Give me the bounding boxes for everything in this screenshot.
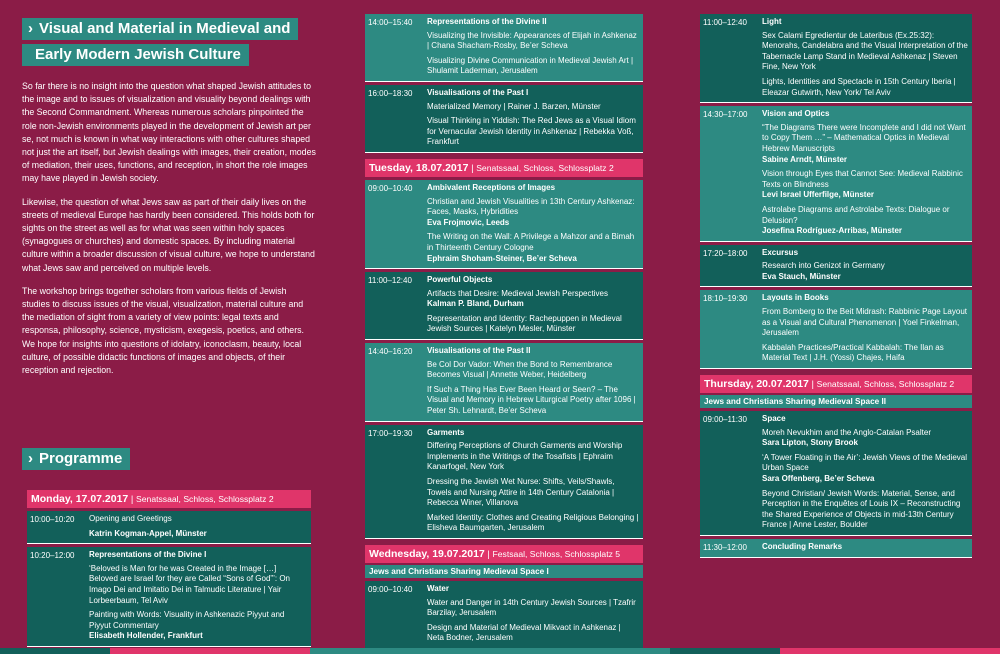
session: 16:00–18:30 Visualisations of the Past I Materialized Memory | Rainer J. Barzen, Münster Visual Thinking in Yiddish: The Red Jews as a Visual Idiom for Vernacular Jewish Identity in Ashkenaz | Rebekka Voß, Frankfurt <box>365 85 643 153</box>
session: 10:20–12:00 Representations of the Divine I ‘Beloved is Man for he was Created in the Image […] Beloved are Israel for they are Called “Sons of God”’: On Imago Dei and Imitatio Dei in Talmudic Literature | Yair Lorbeerbaum, Tel Aviv Painting with Words: Visuality in Ashkenazic Piyyut and Piyyut Commentary Elisabeth Hollender, Frankfurt <box>27 547 311 647</box>
session: 14:30–17:00 Vision and Optics “The Diagrams There were Incomplete and I did not Want to Copy Them …” – Mathematical Optics in Medieval Hebrew Manuscripts Sabine Arndt, Münster Vision through Eyes that Cannot See: Medieval Rabbinic Texts on Blindness Levi Israel Ufferfilge, Münster Astrolabe Diagrams and Astrolabe Texts: Dialogue or Delusion? Josefina Rodríguez-Arribas, Münster <box>700 106 972 242</box>
intro-paragraph: Likewise, the question of what Jews saw as part of their daily lives on the streets of medieval Europe has hardly been considered. This holds both for sights on the street as well as for what was seen within holy spaces (synagogues or churches) and domestic spaces. By including material culture within a broader discussion of visual culture, we hope to understand what Jews saw and perceived on multiple levels. <box>22 196 315 273</box>
session: 11:30–12:00 Concluding Remarks <box>700 539 972 558</box>
day-header-tuesday: Tuesday, 18.07.2017 | Senatssaal, Schloss, Schlossplatz 2 <box>365 159 643 177</box>
intro-paragraph: So far there is no insight into the question what shaped Jewish attitudes to the image and to issues of visualization and visuality beyond dealings with the Second Commandment. Whereas numerous scholars pinpointed the role non-Jewish environments played in the development of Jewish art per se, not much is known in what way interactions with other cultures shaped not just the art itself, but Jewish dealings with images, their creation, modes of mediation, their uses, functions, and reception, in short the role images may have played in Jewish society. <box>22 81 316 184</box>
session: 17:00–19:30 Garments Differing Perceptions of Church Garments and Worship Implements in the Writings of the Tosafists | Ephraim Kanarfogel, New York Dressing the Jewish Wet Nurse: Shifts, Veils/Shawls, Towels and Nursing Attire in 14th Century Catalonia | Rebecca Winer, Villanova Marked Identity: Clothes and Creating Religious Belonging | Elisheva Baumgarten, Jerusalem <box>365 425 643 539</box>
session: 09:00–10:40 Ambivalent Receptions of Images Christian and Jewish Visualities in 13th Century Ashkenaz: Faces, Masks, Hybridities Eva Frojmovic, Leeds The Writing on the Wall: A Privilege a Mahzor and a Bimah in Thirteenth Century Cologne Ephraim Shoham-Steiner, Be’er Scheva <box>365 180 643 269</box>
session: 09:00–10:40 Water Water and Danger in 14th Century Jewish Sources | Tzafrir Barzilay, Jerusalem Design and Material of Medieval Mikvaot in Ashkenaz | Neta Bodner, Jerusalem <box>365 581 643 649</box>
programme-column-3 <box>700 14 972 558</box>
session: 09:00–11:30 Space Moreh Nevukhim and the Anglo-Catalan Psalter Sara Lipton, Stony Brook ‘A Tower Floating in the Air’: Jewish Views of the Medieval Urban Space Sara Offenberg, Be’er Scheva Beyond Christian/ Jewish Words: Material, Sense, and Perception in the Enquêtes of Louis IX – Reconstructing the Shared Experience of Objects in mid-13th Century France | Anne Lester, Boulder <box>700 411 972 536</box>
title-line-1: › Visual and Material in Medieval and <box>22 18 298 40</box>
intro-column <box>22 0 316 641</box>
session: 10:00–10:20 Opening and Greetings Katrin Kogman-Appel, Münster <box>27 511 311 544</box>
title-line-2: Early Modern Jewish Culture <box>22 44 249 66</box>
session: 11:00–12:40 Light Sex Calami Egredientur de Lateribus (Ex.25:32): Menorahs, Candelabra and the Visual Interpretation of the Tabernacle Lamp Stand in Medieval Ashkenaz | Steven Fine, New York Lights, Identities and Spectacle in 15th Century Iberia | Eleazar Gutwirth, New York/ Tel Aviv <box>700 14 972 103</box>
session: 11:00–12:40 Powerful Objects Artifacts that Desire: Medieval Jewish Perspectives Kalman P. Bland, Durham Representation and Identity: Rachepuppen in Medieval Jewish Sources | Katelyn Mesler, Münster <box>365 272 643 340</box>
day-header-monday: Monday, 17.07.2017 | Senatssaal, Schloss, Schlossplatz 2 <box>27 490 311 508</box>
chevron-right-icon: › <box>28 20 33 37</box>
session: 18:10–19:30 Layouts in Books From Bomberg to the Beit Midrash: Rabbinic Page Layout as a Visual and Cultural Phenomenon | Yoel Finkelman, Jerusalem Kabbalah Practices/Practical Kabbalah: The Ilan as Material Text | J.H. (Yossi) Chajes, Haifa <box>700 290 972 369</box>
session: 14:00–15:40 Representations of the Divine II Visualizing the Invisible: Appearances of Elijah in Ashkenaz | Chana Shacham-Rosby, Be’er Scheva Visualizing Divine Communication in Medieval Jewish Art | Shulamit Laderman, Jerusalem <box>365 14 643 82</box>
day-header-thursday: Thursday, 20.07.2017 | Senatssaal, Schloss, Schlossplatz 2 <box>700 375 972 393</box>
day-header-wednesday: Wednesday, 19.07.2017 | Festsaal, Schloss, Schlossplatz 5 <box>365 545 643 563</box>
programme-heading: › Programme <box>22 448 130 470</box>
bottom-color-strip <box>0 648 1000 654</box>
session: 17:20–18:00 Excursus Research into Genizot in Germany Eva Stauch, Münster <box>700 245 972 288</box>
track-label: Jews and Christians Sharing Medieval Space I <box>365 565 643 578</box>
workshop-title <box>22 18 316 66</box>
intro-paragraph: The workshop brings together scholars from various fields of Jewish studies to discuss issues of the visual, visualization, material culture and the mediation of sight from a variety of view points: legal texts and responsa, philosophy, science, mysticism, exegesis, poetics, and others. We hope for insights into questions of idolatry, iconoclasm, beauty, local culture, of possible didactic functions of images and objects, of their reception and rejection. <box>22 285 304 376</box>
intro-text <box>22 80 316 377</box>
session: 14:40–16:20 Visualisations of the Past II Be Col Dor Vador: When the Bond to Remembrance Becomes Visual | Annette Weber, Heidelberg If Such a Thing Has Ever Been Heard or Seen? – The Visual and Memory in Hebrew Liturgical Poetry after 1096 | Peter Sh. Lehnardt, Be’er Scheva <box>365 343 643 422</box>
track-label: Jews and Christians Sharing Medieval Space II <box>700 395 972 408</box>
programme-column-2 <box>365 14 643 649</box>
monday-block <box>27 484 311 647</box>
chevron-right-icon: › <box>28 450 33 467</box>
